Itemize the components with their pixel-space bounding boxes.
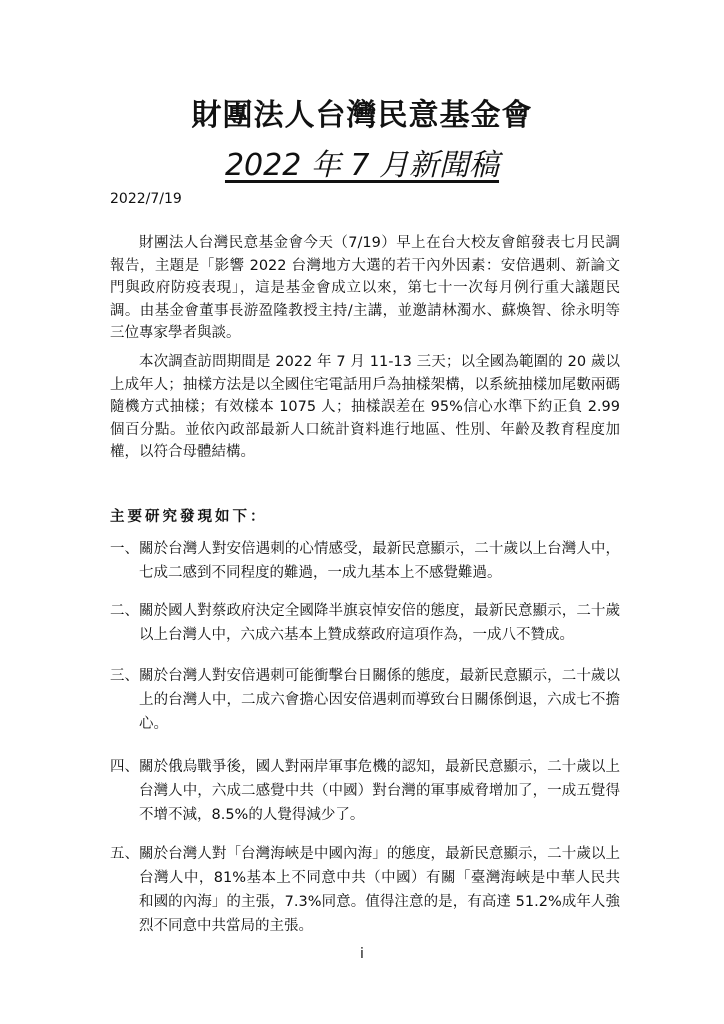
finding-number: 一、 [110,541,139,557]
finding-number: 五、 [110,846,139,862]
document-title: 財團法人台灣民意基金會 [191,98,533,133]
page-number: i [360,946,364,962]
finding-number: 二、 [110,603,139,619]
finding-text: 關於台灣人對「台灣海峽是中國內海」的態度，最新民意顯示，二十歲以上台灣人中，81%基本上不同意中共（中國）有關「臺灣海峽是中華人民共和國的內海」的主張，7.3%同意。值得注意的是，有高達 51.2%成年人強烈不同意中共當局的主張。 [139,846,620,934]
finding-item [110,599,620,647]
finding-text: 關於俄烏戰爭後，國人對兩岸軍事危機的認知，最新民意顯示，二十歲以上台灣人中，六成二感覺中共（中國）對台灣的軍事威脅增加了，一成五覺得不增不減，8.5%的人覺得減少了。 [139,759,620,823]
finding-number: 三、 [110,668,139,684]
finding-item [110,537,620,585]
document-subtitle: 2022 年 7 月新聞稿 [224,148,500,183]
release-date: 2022/7/19 [110,191,182,207]
methodology-paragraph: 本次調查訪問期間是 2022 年 7 月 11-13 三天；以全國為範圍的 20 歲以上成年人；抽樣方法是以全國住宅電話用戶為抽樣架構，以系統抽樣加尾數兩碼隨機方式抽樣；有效樣本 1075 人；抽樣誤差在 95%信心水準下約正負 2.99 個百分點。並依內政部最新人口統計資料進行地區、性別、年齡及教育程度加權，以符合母體結構。 [110,354,620,460]
finding-text: 關於台灣人對安倍遇刺可能衝擊台日關係的態度，最新民意顯示，二十歲以上的台灣人中，二成六會擔心因安倍遇刺而導致台日關係倒退，六成七不擔心。 [139,668,620,732]
finding-number: 四、 [110,759,139,775]
finding-item [110,664,620,736]
intro-paragraph: 財團法人台灣民意基金會今天（7/19）早上在台大校友會館發表七月民調報告，主題是「影響 2022 台灣地方大選的若干內外因素：安倍遇刺、新論文門與政府防疫表現」，這是基金會成立以來，第七十一次每月例行重大議題民調。由基金會董事長游盈隆教授主持/主講，並邀請林濁水、蘇煥智、徐永明等三位專家學者與談。 [110,235,620,341]
finding-text: 關於國人對蔡政府決定全國降半旗哀悼安倍的態度，最新民意顯示，二十歲以上台灣人中，六成六基本上贊成蔡政府這項作為，一成八不贊成。 [139,603,620,643]
finding-item [110,755,620,827]
finding-item [110,842,620,938]
finding-text: 關於台灣人對安倍遇刺的心情感受，最新民意顯示，二十歲以上台灣人中，七成二感到不同程度的難過，一成九基本上不感覺難過。 [139,541,620,581]
findings-heading: 主要研究發現如下： [110,509,268,525]
